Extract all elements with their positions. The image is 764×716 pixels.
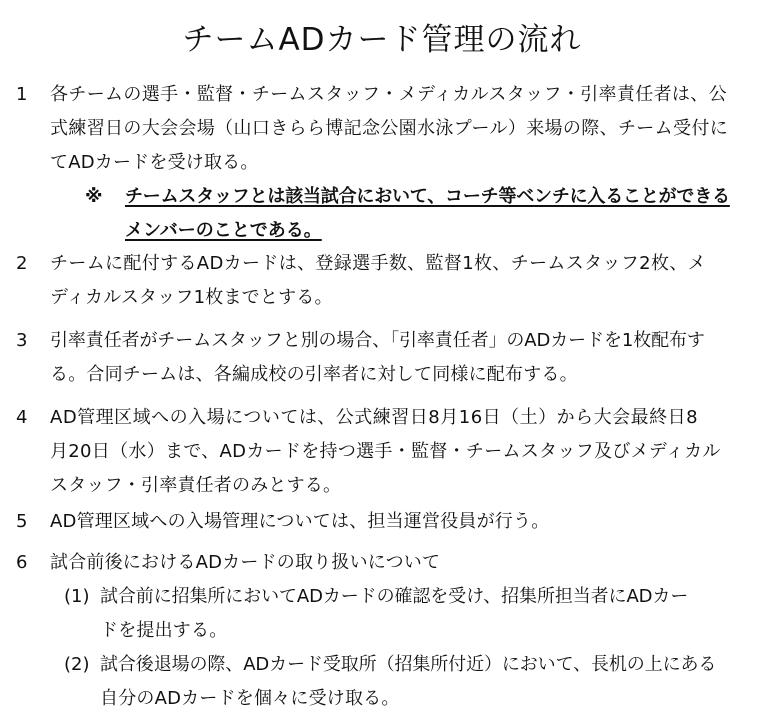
item-text-line: てADカードを受け取る。 xyxy=(50,152,259,173)
item-text-line: 試合前後におけるADカードの取り扱いについて xyxy=(50,552,441,573)
item-number: 3 xyxy=(16,330,28,351)
subitem-label: (1) xyxy=(64,586,90,607)
item-text-line: スタッフ・引率責任者のみとする。 xyxy=(50,475,342,496)
item-text-line: る。合同チームは、各編成校の引率者に対して同様に配布する。 xyxy=(50,364,578,385)
item-text-line: チームに配付するADカードは、登録選手数、監督1枚、チームスタッフ2枚、メ xyxy=(50,253,707,274)
item-text-line: AD管理区域への入場管理については、担当運営役員が行う。 xyxy=(50,511,550,532)
item-text-line: 引率責任者がチームスタッフと別の場合、「引率責任者」のADカードを1枚配布す xyxy=(50,330,705,351)
item-number: 1 xyxy=(16,84,28,105)
item-text-line: 各チームの選手・監督・チームスタッフ・メディカルスタッフ・引率責任者は、公 xyxy=(50,84,727,105)
item-text-line: ディカルスタッフ1枚までとする。 xyxy=(50,287,333,308)
subitem-text-line: ドを提出する。 xyxy=(100,620,228,641)
item-text-line: 月20日（水）まで、ADカードを持つ選手・監督・チームスタッフ及びメディカル xyxy=(50,441,721,462)
note-text-line: メンバーのことである。 xyxy=(125,220,322,241)
subitem-text-line: 試合前に招集所においてADカードの確認を受け、招集所担当者にADカー xyxy=(100,586,689,607)
item-number: 4 xyxy=(16,407,28,428)
subitem-text-line: 試合後退場の際、ADカード受取所（招集所付近）において、長机の上にある xyxy=(100,654,717,675)
item-text-line: 式練習日の大会会場（山口きらら博記念公園水泳プール）来場の際、チーム受付に xyxy=(50,118,729,139)
note-mark: ※ xyxy=(85,186,103,207)
item-number: 6 xyxy=(16,552,28,573)
item-number: 5 xyxy=(16,511,28,532)
item-number: 2 xyxy=(16,253,28,274)
subitem-label: (2) xyxy=(64,654,90,675)
page-title: チームADカード管理の流れ xyxy=(182,22,582,58)
subitem-text-line: 自分のADカードを個々に受け取る。 xyxy=(100,688,400,709)
note-text-line: チームスタッフとは該当試合において、コーチ等ベンチに入ることができる xyxy=(125,186,730,207)
item-text-line: AD管理区域への入場については、公式練習日8月16日（土）から大会最終日8 xyxy=(50,407,699,428)
